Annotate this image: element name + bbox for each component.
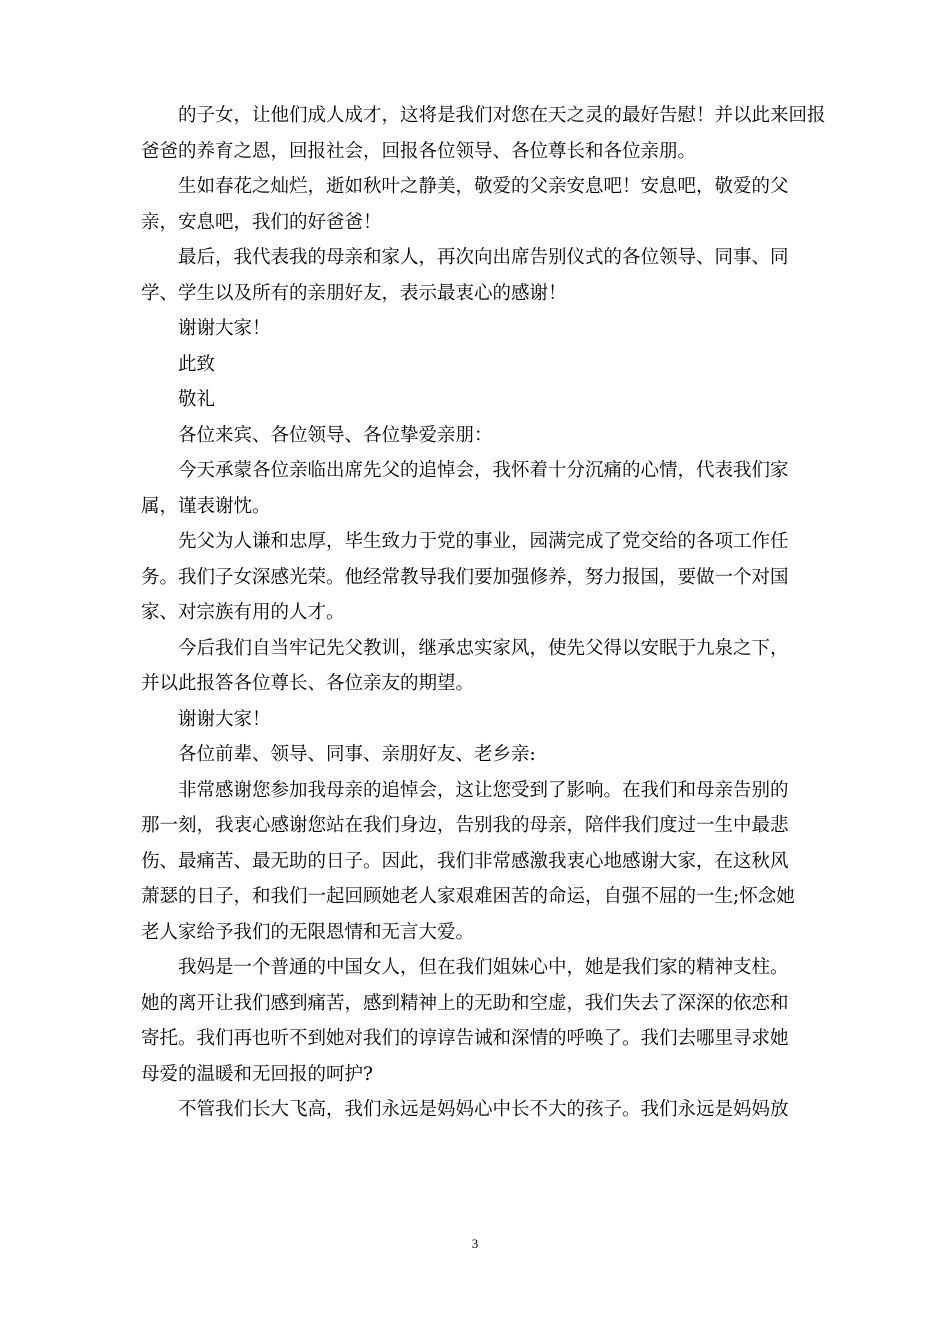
text-line: 爸爸的养育之恩，回报社会，回报各位领导、各位尊长和各位亲朋。 xyxy=(141,140,697,162)
page-number: 3 xyxy=(471,1236,479,1251)
text-line: 的子女，让他们成人成才，这将是我们对您在天之灵的最好告慰！并以此来回报 xyxy=(178,105,826,126)
text-line: 非常感谢您参加我母亲的追悼会，这让您受到了影响。在我们和母亲告别的 xyxy=(178,779,789,801)
text-line: 各位来宾、各位领导、各位挚爱亲朋： xyxy=(178,424,493,446)
text-line: 先父为人谦和忠厚，毕生致力于党的事业，园满完成了党交给的各项工作任 xyxy=(178,531,789,552)
paragraph xyxy=(141,773,813,951)
text-line: 不管我们长大飞高，我们永远是妈妈心中长不大的孩子。我们永远是妈妈放 xyxy=(178,1099,789,1120)
text-line: 此致 xyxy=(178,353,216,375)
paragraph xyxy=(141,382,813,418)
document-body xyxy=(141,98,826,1128)
text-line: 她的离开让我们感到痛苦，感到精神上的无助和空虚，我们失去了深深的依恋和 xyxy=(141,992,789,1014)
text-line: 谢谢大家！ xyxy=(178,318,271,339)
text-line: 那一刻，我衷心感谢您站在我们身边，告别我的母亲，陪伴我们度过一生中最悲 xyxy=(141,815,789,836)
text-line: 我妈是一个普通的中国女人，但在我们姐妹心中，她是我们家的精神支柱。 xyxy=(178,957,789,978)
text-line: 今后我们自当牢记先父教训，继承忠实家风，使先父得以安眠于九泉之下， xyxy=(178,637,789,659)
paragraph xyxy=(141,631,813,702)
text-line: 敬礼 xyxy=(178,389,216,410)
text-line: 今天承蒙各位亲临出席先父的追悼会，我怀着十分沉痛的心情，代表我们家 xyxy=(178,460,789,481)
paragraph xyxy=(141,98,826,169)
paragraph xyxy=(141,240,813,311)
text-line: 并以此报答各位尊长、各位亲友的期望。 xyxy=(141,673,475,694)
text-line: 生如春花之灿烂，逝如秋叶之静美，敬爱的父亲安息吧！安息吧，敬爱的父 xyxy=(178,176,789,197)
text-line: 亲，安息吧，我们的好爸爸！ xyxy=(141,211,382,233)
text-line: 最后，我代表我的母亲和家人，再次向出席告别仪式的各位领导、同事、同 xyxy=(178,247,789,268)
paragraph xyxy=(141,1092,813,1128)
text-line: 学、学生以及所有的亲朋好友，表示最衷心的感谢！ xyxy=(141,282,567,304)
paragraph xyxy=(141,311,813,347)
paragraph xyxy=(141,418,813,454)
paragraph xyxy=(141,737,813,773)
paragraph xyxy=(141,169,813,240)
paragraph xyxy=(141,453,813,524)
text-line: 家、对宗族有用的人才。 xyxy=(141,602,345,623)
text-line: 寄托。我们再也听不到她对我们的谆谆告诫和深情的呼唤了。我们去哪里寻求她 xyxy=(141,1028,789,1049)
paragraph xyxy=(141,524,813,631)
paragraph xyxy=(141,950,813,1092)
text-line: 谢谢大家！ xyxy=(178,708,271,730)
text-line: 各位前辈、领导、同事、亲朋好友、老乡亲: xyxy=(178,744,536,765)
text-line: 属，谨表谢忱。 xyxy=(141,495,271,517)
paragraph xyxy=(141,702,813,738)
text-line: 老人家给予我们的无限恩情和无言大爱。 xyxy=(141,921,475,943)
text-line: 务。我们子女深感光荣。他经常教导我们要加强修养，努力报国，要做一个对国 xyxy=(141,566,789,588)
paragraph xyxy=(141,347,813,383)
text-line: 伤、最痛苦、最无助的日子。因此，我们非常感激我衷心地感谢大家，在这秋风 xyxy=(141,850,789,872)
text-line: 萧瑟的日子，和我们一起回顾她老人家艰难困苦的命运，自强不屈的一生;怀念她 xyxy=(141,886,795,907)
text-line: 母爱的温暖和无回报的呵护? xyxy=(141,1063,373,1085)
